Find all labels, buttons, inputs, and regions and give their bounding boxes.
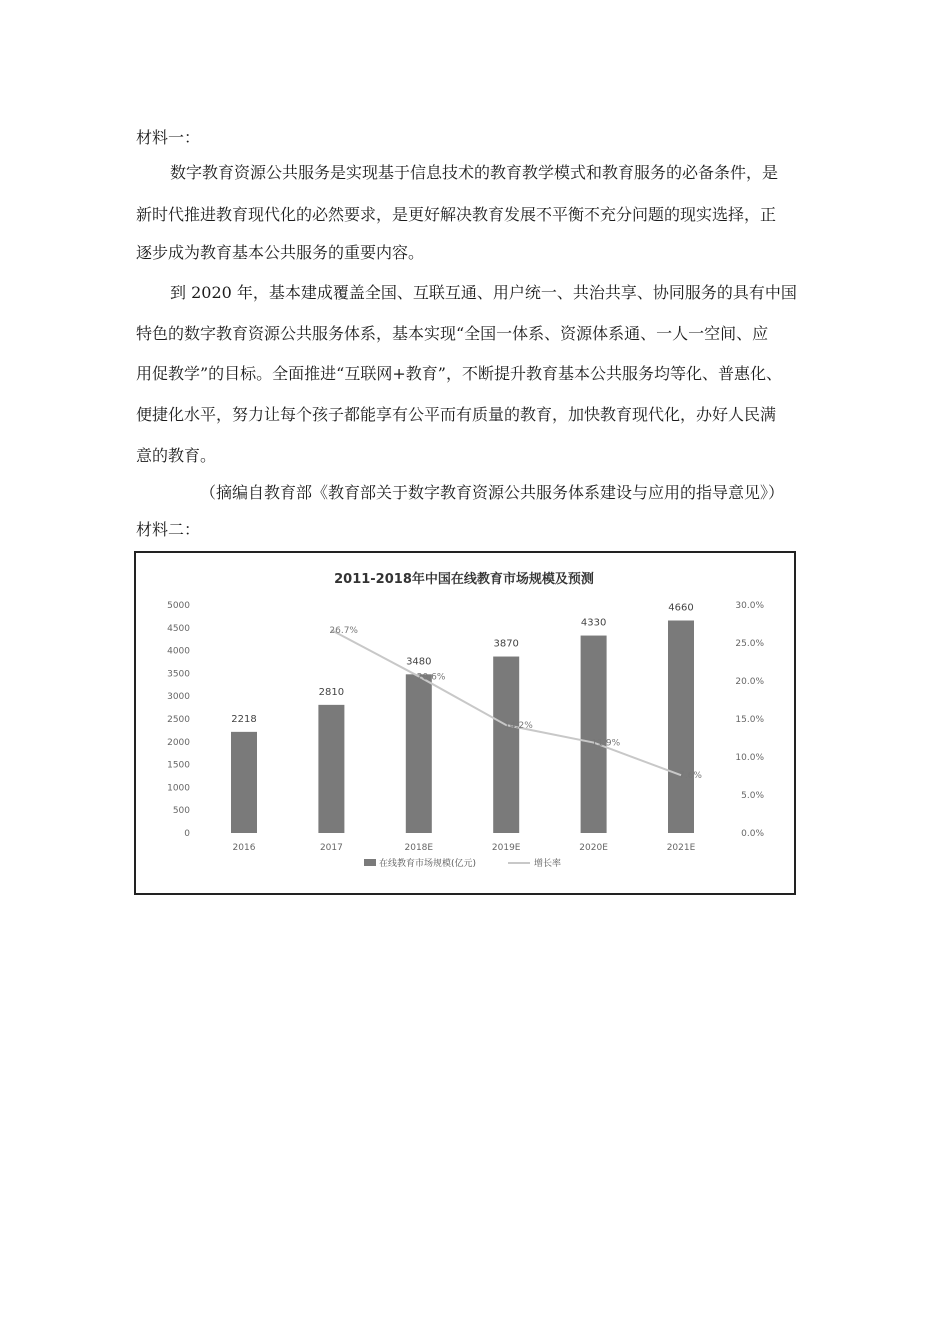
legend-bar-label: 在线教育市场规模(亿元) — [379, 859, 477, 869]
growth-rate-label: 26.7% — [329, 626, 358, 637]
growth-rate-label: 7.6% — [679, 771, 702, 782]
growth-rate-label: 11.9% — [591, 738, 621, 749]
bar-value-label: 4330 — [580, 617, 607, 629]
chart — [136, 553, 794, 893]
y-right-tick-label: 20.0% — [735, 677, 764, 687]
growth-rate-label: 20.6% — [416, 672, 446, 683]
y-left-tick-label: 500 — [172, 806, 190, 817]
paragraph-1-line: 数字教育资源公共服务是实现基于信息技术的教育教学模式和教育服务的必备条件，是 — [170, 163, 779, 182]
x-tick-label: 2019E — [491, 843, 521, 853]
y-left-tick-label: 4000 — [167, 646, 190, 657]
material1-heading: 材料一： — [136, 128, 201, 147]
y-left-tick-label: 2000 — [167, 737, 190, 748]
y-left-tick-label: 4500 — [167, 623, 190, 634]
y-left-tick-label: 1500 — [167, 760, 190, 771]
x-tick-label: 2021E — [666, 843, 696, 853]
bar-value-label: 3870 — [493, 638, 519, 650]
x-tick-label: 2016 — [232, 843, 256, 853]
bar-value-label: 2810 — [318, 686, 345, 698]
paragraph-1-line: 逐步成为教育基本公共服务的重要内容。 — [136, 243, 425, 262]
chart-title: 2011-2018年中国在线教育市场规模及预测 — [334, 572, 594, 587]
y-right-tick-label: 25.0% — [735, 639, 764, 649]
bar — [318, 705, 344, 833]
bar — [231, 732, 257, 833]
x-tick-label: 2017 — [319, 843, 343, 853]
paragraph-2-line: 意的教育。 — [136, 446, 217, 465]
bar — [406, 674, 432, 833]
y-right-tick-label: 10.0% — [735, 753, 764, 763]
x-tick-label: 2018E — [404, 843, 434, 853]
y-left-tick-label: 5000 — [167, 601, 190, 611]
paragraph-2-line: 到 2020 年，基本建成覆盖全国、互联互通、用户统一、共治共享、协同服务的具有中国 — [170, 283, 797, 302]
paragraph-2-line: 用促教学”的目标。全面推进“互联网+教育”，不断提升教育基本公共服务均等化、普惠化、 — [136, 364, 782, 383]
paragraph-2-line: 特色的数字教育资源公共服务体系，基本实现“全国一体系、资源体系通、一人一空间、应 — [136, 324, 769, 343]
y-right-tick-label: 5.0% — [741, 791, 764, 801]
paragraph-2-line: 便捷化水平，努力让每个孩子都能享有公平而有质量的教育，加快教育现代化，办好人民满 — [136, 405, 777, 424]
bar-value-label: 3480 — [406, 656, 432, 668]
legend-bar-swatch — [364, 859, 376, 866]
chart-frame — [134, 551, 796, 895]
y-left-tick-label: 3500 — [167, 669, 190, 680]
y-left-tick-label: 0 — [184, 829, 190, 839]
y-left-tick-label: 1000 — [167, 783, 190, 794]
legend-line-label: 增长率 — [534, 859, 562, 869]
y-left-tick-label: 3000 — [167, 692, 190, 703]
bar-value-label: 4660 — [668, 602, 694, 614]
bar — [668, 621, 694, 833]
bar-value-label: 2218 — [231, 713, 257, 725]
material2-heading: 材料二： — [136, 520, 201, 539]
bar — [493, 657, 519, 833]
bar — [581, 636, 607, 833]
y-right-tick-label: 30.0% — [735, 601, 764, 611]
y-right-tick-label: 0.0% — [741, 829, 764, 839]
y-left-tick-label: 2500 — [167, 715, 190, 725]
growth-rate-label: 14.2% — [504, 721, 533, 732]
y-right-tick-label: 15.0% — [735, 715, 764, 725]
source-citation: （摘编自教育部《教育部关于数字教育资源公共服务体系建设与应用的指导意见》） — [200, 483, 785, 502]
x-tick-label: 2020E — [579, 843, 608, 853]
paragraph-1-line: 新时代推进教育现代化的必然要求，是更好解决教育发展不平衡不充分问题的现实选择，正 — [136, 205, 777, 224]
